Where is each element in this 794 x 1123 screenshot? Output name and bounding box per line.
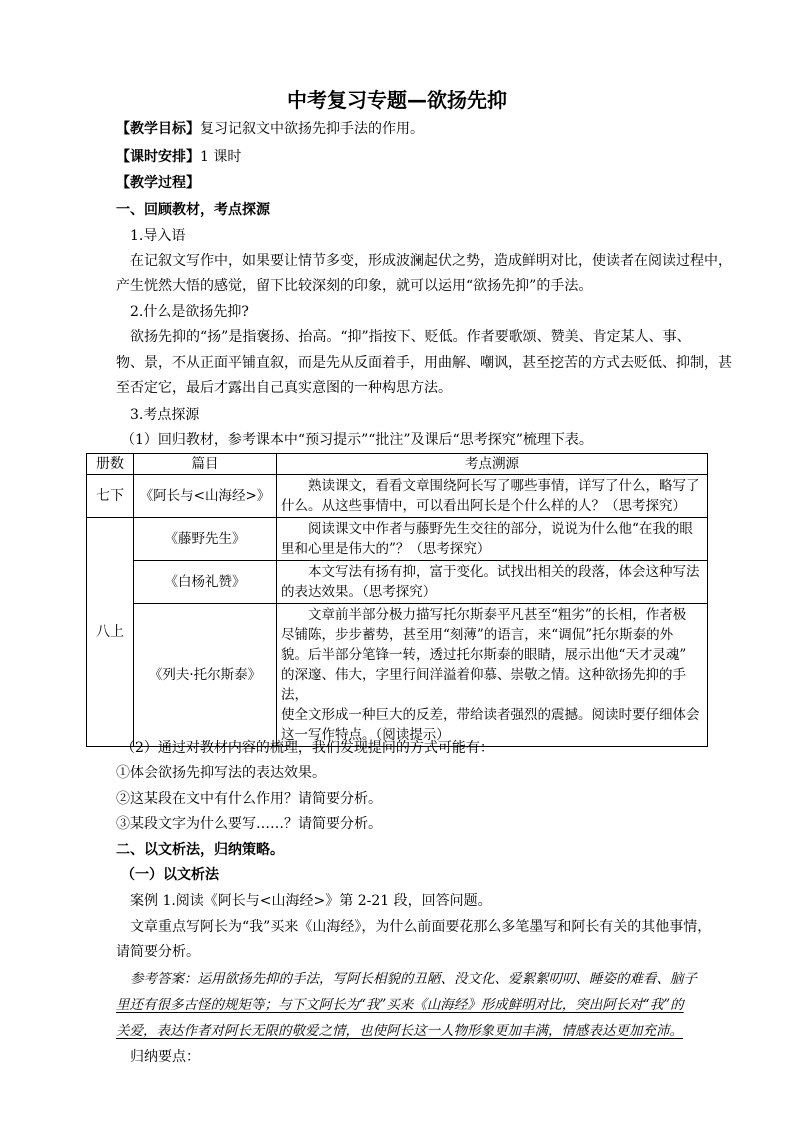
answer-line3: 关爱，表达作者对阿长无限的敬爱之情，也使阿长这一人物形象更加丰满，情感表达更加充沛。	[116, 1023, 683, 1039]
answer-line1: 参考答案：运用欲扬先抑的手法，写阿长相貌的丑陋、没文化、爱絮絮叨叨、睡姿的难看、脑子	[130, 971, 697, 987]
question-type-2: ②这某段在文中有什么作用？请简要分析。	[116, 791, 382, 807]
exam-source-table	[86, 453, 708, 747]
schedule-label: 【课时安排】	[116, 149, 200, 165]
grade-cell: 八上	[87, 518, 134, 747]
what-para-line3: 至否定它，最后才露出自己真实意图的一种构思方法。	[116, 380, 452, 396]
table-header-row	[87, 454, 708, 475]
grade-cell: 七下	[87, 475, 134, 518]
summary-label: 归纳要点：	[130, 1049, 200, 1065]
intro-para-line2: 产生恍然大悟的感觉，留下比较深刻的印象，就可以运用“欲扬先抑”的手法。	[116, 278, 593, 294]
question-type-1: ①体会欲扬先抑写法的表达效果。	[116, 765, 326, 781]
table-row	[87, 475, 708, 518]
goal-text: 复习记叙文中欲扬先抑手法的作用。	[200, 121, 424, 137]
exam-para-line1: （1）回归教材，参考课本中“预习提示”“批注”及课后“思考探究”梳理下表。	[121, 432, 593, 448]
after-para: （2）通过对教材内容的梳理，我们发现提问的方式可能有：	[121, 740, 494, 756]
what-para-line2: 物、景，不从正面平铺直叙，而是先从反面着手，用曲解、嘲讽，甚至挖苦的方式去贬低、抑制，甚	[116, 355, 732, 371]
table-row	[87, 561, 708, 604]
title-cell: 《列夫·托尔斯泰》	[134, 604, 277, 747]
header-grade: 册数	[87, 454, 134, 475]
case-intro: 案例 1.阅读《阿长与<山海经>》第 2-21 段，回答问题。	[130, 893, 492, 909]
intro-para-line1: 在记叙文写作中，如果要让情节多变，形成波澜起伏之势，造成鲜明对比，使读者在阅读过程中，	[130, 253, 732, 269]
section1-heading: 一、回顾教材，考点探源	[116, 202, 270, 218]
title-cell: 《白杨礼赞》	[134, 561, 277, 604]
question-type-3: ③某段文字为什么要写……？请简要分析。	[116, 816, 382, 832]
what-para-line1: 欲扬先抑的“扬”是指褒扬、抬高。“抑”指按下、贬低。作者要歌颂、赞美、肯定某人、事、	[130, 329, 691, 345]
header-source: 考点溯源	[277, 454, 708, 475]
teaching-goal	[116, 119, 424, 139]
table-row	[87, 518, 708, 561]
header-title: 篇目	[134, 454, 277, 475]
schedule-text: 1 课时	[200, 149, 242, 165]
what-heading: 2.什么是欲扬先抑?	[130, 304, 249, 320]
process-label: 【教学过程】	[116, 175, 200, 191]
section2-heading: 二、以文析法，归纳策略。	[116, 842, 284, 858]
answer-line2: 里还有很多古怪的规矩等；与下文阿长为“我”买来《山海经》形成鲜明对比，突出阿长对“我”的	[116, 997, 684, 1013]
source-cell: 文章前半部分极力描写托尔斯泰平凡甚至“粗劣”的长相，作者极 尽铺陈，步步蓄势，甚至用“刻薄”的语言，来“调侃”托尔斯泰的外 貌。后半部分笔锋一转，透过托尔斯泰的眼睛，展示出他“天才灵魂” 的深邃、伟大，字里行间洋溢着仰慕、崇敬之情。这种欲扬先抑的手法， 使全文形成一种巨大的反差，带给读者强烈的震撼。阅读时要仔细体会 这一写作特点。（阅读提示）	[277, 604, 708, 747]
title-cell: 《阿长与<山海经>》	[134, 475, 277, 518]
case-question-line1: 文章重点写阿长为“我”买来《山海经》，为什么前面要花那么多笔墨写和阿长有关的其他事情，	[130, 919, 712, 935]
case-question-line2: 请简要分析。	[116, 944, 200, 960]
source-cell: 本文写法有扬有抑，富于变化。试找出相关的段落，体会这种写法 的表达效果。（思考探究）	[277, 561, 708, 604]
title-cell: 《藤野先生》	[134, 518, 277, 561]
intro-heading: 1.导入语	[130, 228, 186, 244]
exam-heading: 3.考点探源	[130, 407, 200, 423]
schedule	[116, 147, 241, 167]
section2-subheading: （一）以文析法	[121, 867, 219, 883]
page-title: 中考复习专题—欲扬先抑	[287, 88, 507, 112]
goal-label: 【教学目标】	[116, 121, 200, 137]
source-cell: 阅读课文中作者与藤野先生交往的部分，说说为什么他“在我的眼 里和心里是伟大的”？（思考探究）	[277, 518, 708, 561]
source-cell: 熟读课文，看看文章围绕阿长写了哪些事情，详写了什么，略写了 什么。从这些事情中，可以看出阿长是个什么样的人？（思考探究）	[277, 475, 708, 518]
table-row	[87, 604, 708, 747]
